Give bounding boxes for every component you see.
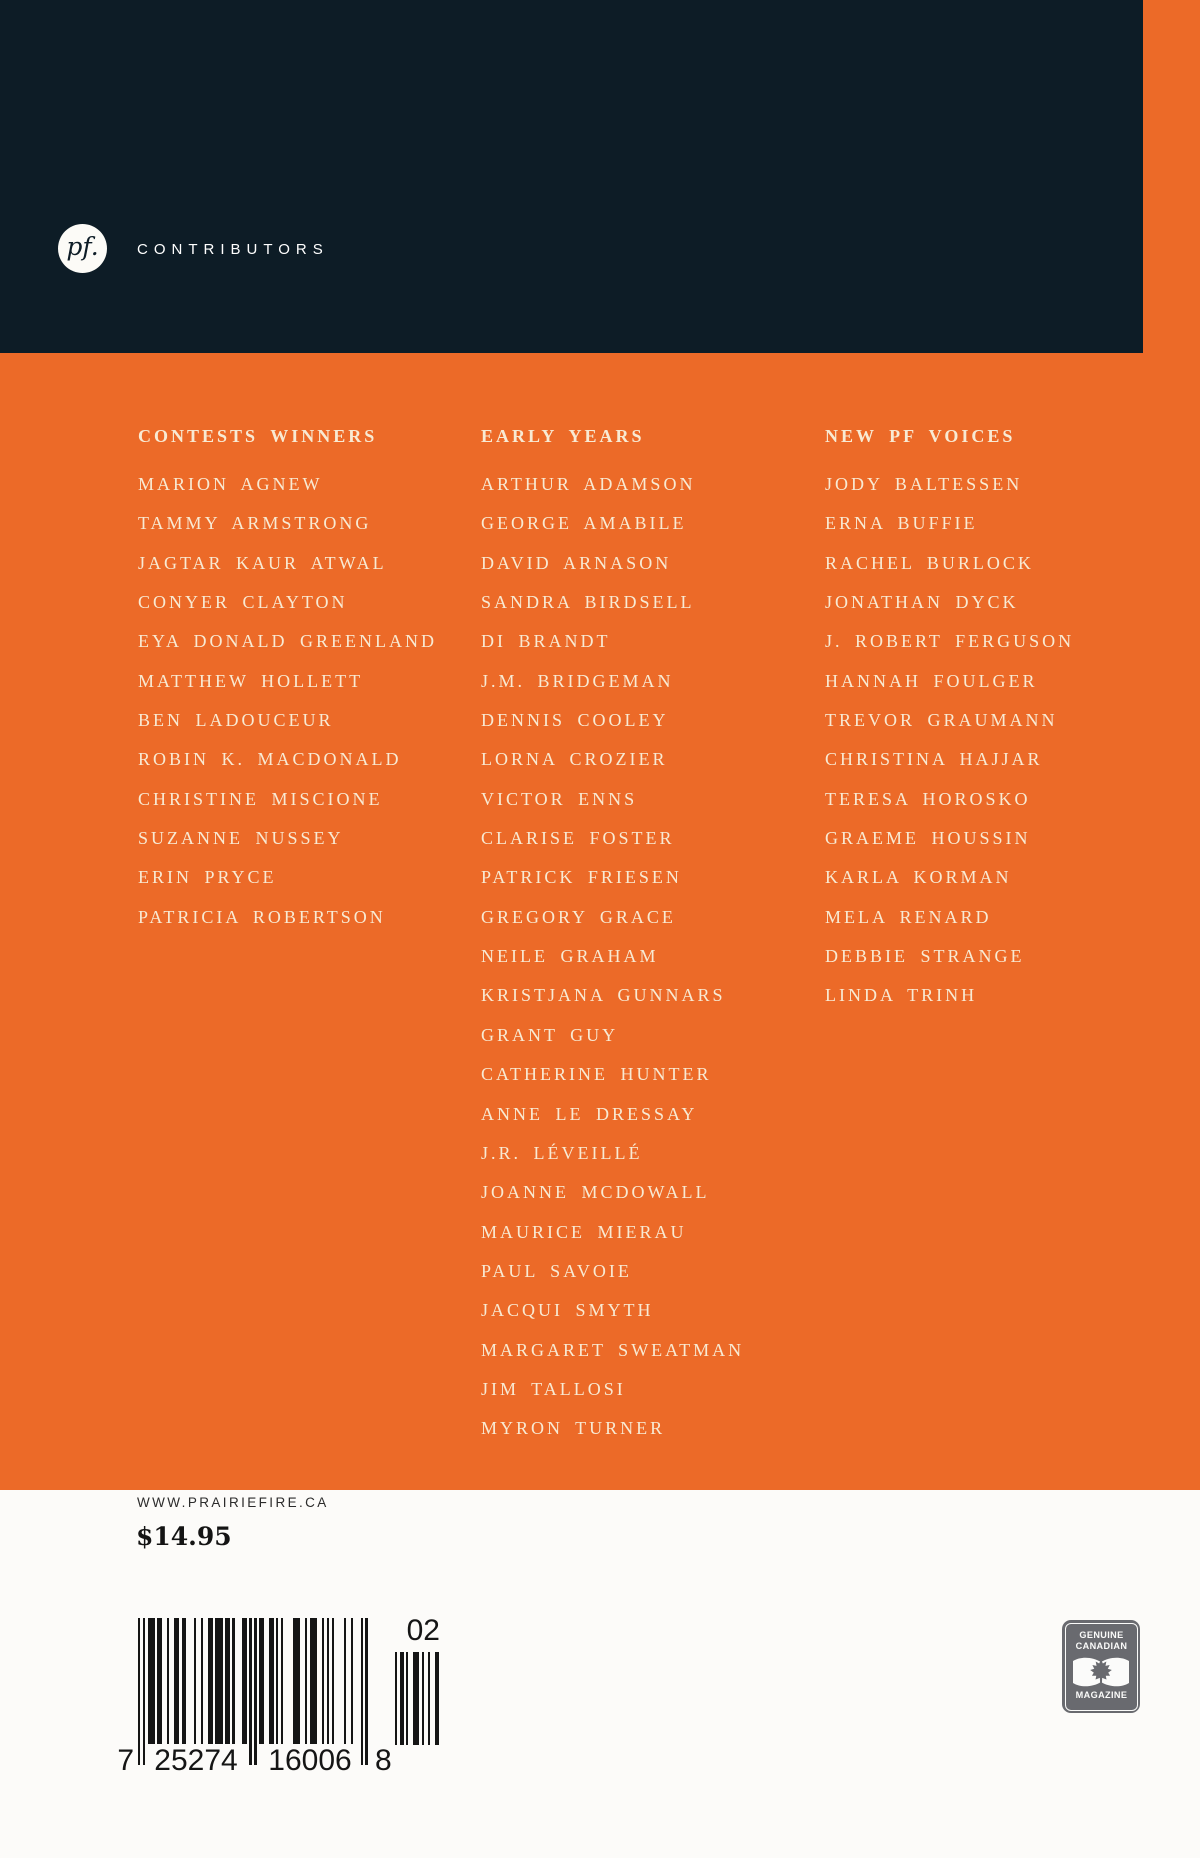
barcode-bar bbox=[276, 1618, 278, 1744]
contributor-name: CONYER CLAYTON bbox=[138, 592, 348, 613]
contributor-name: GEORGE AMABILE bbox=[481, 513, 687, 534]
contributor-name: JIM TALLOSI bbox=[481, 1378, 626, 1399]
contributor-name: ANNE LE DRESSAY bbox=[481, 1103, 698, 1124]
badge-text-genuine: GENUINE bbox=[1078, 1629, 1124, 1641]
column-name-list bbox=[138, 474, 437, 946]
column-contests-winners bbox=[138, 426, 437, 946]
column-name-list bbox=[825, 474, 1074, 1025]
website-url: WWW.PRAIRIEFIRE.CA bbox=[137, 1495, 329, 1510]
contributor-name: LINDA TRINH bbox=[825, 985, 978, 1006]
barcode-digit-left: 7 bbox=[117, 1744, 134, 1777]
contributor-name: GREGORY GRACE bbox=[481, 906, 676, 927]
barcode-bar bbox=[406, 1652, 408, 1745]
barcode-supplement bbox=[393, 1615, 440, 1750]
contributor-name: J.R. LÉVEILLÉ bbox=[481, 1142, 643, 1163]
column-new-pf-voices bbox=[825, 426, 1074, 1025]
contributor-name: GRANT GUY bbox=[481, 1024, 619, 1045]
badge-core bbox=[1065, 1623, 1138, 1711]
pf-logo bbox=[58, 224, 107, 273]
barcode-bar bbox=[428, 1652, 430, 1745]
genuine-canadian-magazine-badge bbox=[1062, 1620, 1140, 1713]
contributor-name: TAMMY ARMSTRONG bbox=[138, 513, 372, 534]
barcode-digit-group2: 16006 bbox=[268, 1744, 352, 1777]
barcode-bar bbox=[208, 1618, 213, 1744]
contributor-name: MARION AGNEW bbox=[138, 474, 323, 494]
contributor-name: DEBBIE STRANGE bbox=[825, 946, 1025, 967]
contributor-name: BEN LADOUCEUR bbox=[138, 710, 334, 731]
contributor-name: MATTHEW HOLLETT bbox=[138, 670, 364, 691]
barcode-bar bbox=[148, 1618, 155, 1744]
barcode-bar bbox=[138, 1618, 140, 1765]
column-name-list bbox=[481, 474, 744, 1458]
price-label: $14.95 bbox=[136, 1522, 232, 1551]
contributor-name: CATHERINE HUNTER bbox=[481, 1064, 712, 1085]
contributor-name: MARGARET SWEATMAN bbox=[481, 1339, 745, 1360]
contributor-name: ROBIN K. MACDONALD bbox=[138, 749, 402, 770]
contributor-name: PAUL SAVOIE bbox=[481, 1260, 632, 1281]
barcode-bar bbox=[215, 1618, 222, 1744]
contributor-name: DENNIS COOLEY bbox=[481, 710, 669, 731]
barcode-bar bbox=[344, 1618, 346, 1744]
barcode-bar bbox=[167, 1618, 169, 1744]
column-early-years bbox=[481, 426, 744, 1458]
contributor-name: GRAEME HOUSSIN bbox=[825, 828, 1031, 849]
barcode-bar bbox=[365, 1618, 367, 1765]
contributor-name: ARTHUR ADAMSON bbox=[481, 474, 696, 494]
contributor-name: J. ROBERT FERGUSON bbox=[825, 631, 1075, 652]
barcode-bar bbox=[194, 1618, 196, 1744]
contributor-name: JOANNE MCDOWALL bbox=[481, 1182, 710, 1203]
barcode-bar bbox=[249, 1618, 251, 1765]
barcode-bar bbox=[182, 1618, 187, 1744]
barcode-bar bbox=[143, 1618, 145, 1765]
contributor-name: KRISTJANA GUNNARS bbox=[481, 985, 726, 1006]
contributor-name: TERESA HOROSKO bbox=[825, 788, 1031, 809]
barcode-digit-right: 8 bbox=[375, 1744, 392, 1777]
pf-logo-text: pf. bbox=[66, 232, 99, 261]
contributor-name: CLARISE FOSTER bbox=[481, 828, 675, 849]
barcode-bar bbox=[400, 1652, 404, 1745]
contributor-name: JONATHAN DYCK bbox=[825, 592, 1019, 613]
contributor-name: SANDRA BIRDSELL bbox=[481, 592, 695, 613]
column-heading: NEW PF VOICES bbox=[825, 426, 1016, 446]
contributor-name: CHRISTINA HAJJAR bbox=[825, 749, 1043, 770]
contributor-name: EYA DONALD GREENLAND bbox=[138, 631, 437, 652]
contributor-name: RACHEL BURLOCK bbox=[825, 552, 1034, 573]
barcode-bar bbox=[351, 1618, 353, 1744]
contributor-name: CHRISTINE MISCIONE bbox=[138, 788, 383, 809]
barcode-bar bbox=[413, 1652, 420, 1745]
barcode-bar bbox=[293, 1618, 300, 1744]
barcode-bar bbox=[201, 1618, 203, 1744]
barcode-bar bbox=[259, 1618, 264, 1744]
contributor-name: TREVOR GRAUMANN bbox=[825, 710, 1058, 731]
contributor-name: PATRICIA ROBERTSON bbox=[138, 906, 386, 927]
contributors-heading: CONTRIBUTORS bbox=[137, 241, 329, 258]
barcode-bar bbox=[327, 1618, 329, 1744]
upc-barcode bbox=[117, 1618, 392, 1783]
badge-text-canadian: CANADIAN bbox=[1075, 1641, 1127, 1652]
column-heading: EARLY YEARS bbox=[481, 426, 645, 446]
contributor-name: PATRICK FRIESEN bbox=[481, 867, 682, 888]
contributor-name: ERNA BUFFIE bbox=[825, 513, 978, 534]
barcode-bar bbox=[281, 1618, 283, 1744]
contributor-name: J.M. BRIDGEMAN bbox=[481, 670, 674, 691]
contributor-name: SUZANNE NUSSEY bbox=[138, 828, 344, 849]
contributor-name: HANNAH FOULGER bbox=[825, 670, 1038, 691]
contributor-name: KARLA KORMAN bbox=[825, 867, 1012, 888]
barcode-supplement-bars bbox=[393, 1652, 440, 1745]
barcode-digit-group1: 25274 bbox=[154, 1744, 238, 1777]
barcode-bar bbox=[332, 1618, 334, 1744]
contributor-name: ERIN PRYCE bbox=[138, 867, 277, 888]
contributor-name: JODY BALTESSEN bbox=[825, 474, 1023, 494]
contributor-name: DAVID ARNASON bbox=[481, 552, 672, 573]
barcode-supplement-label: 02 bbox=[406, 1614, 440, 1647]
barcode-bar bbox=[305, 1618, 307, 1744]
contributor-name: MYRON TURNER bbox=[481, 1418, 666, 1439]
contributor-name: LORNA CROZIER bbox=[481, 749, 668, 770]
badge-text-magazine: MAGAZINE bbox=[1075, 1689, 1127, 1701]
contributor-name: MELA RENARD bbox=[825, 906, 992, 927]
contributor-name: DI BRANDT bbox=[481, 631, 611, 652]
barcode-bar bbox=[310, 1618, 317, 1744]
contributor-name: VICTOR ENNS bbox=[481, 788, 638, 809]
column-heading: CONTESTS WINNERS bbox=[138, 426, 378, 446]
contributor-name: MAURICE MIERAU bbox=[481, 1221, 687, 1242]
open-book-shape bbox=[1072, 1655, 1130, 1689]
barcode-bar bbox=[174, 1618, 179, 1744]
barcode-bar bbox=[395, 1652, 397, 1745]
barcode-bar bbox=[157, 1618, 162, 1744]
barcode-bar bbox=[269, 1618, 274, 1744]
barcode-bar bbox=[322, 1618, 324, 1744]
contributor-name: JAGTAR KAUR ATWAL bbox=[138, 552, 387, 573]
barcode-bar bbox=[225, 1618, 230, 1744]
contributor-name: NEILE GRAHAM bbox=[481, 946, 659, 967]
barcode-bar bbox=[254, 1618, 256, 1765]
barcode-bar bbox=[232, 1618, 234, 1744]
contributor-name: JACQUI SMYTH bbox=[481, 1300, 654, 1321]
barcode-bar bbox=[422, 1652, 424, 1745]
header-band bbox=[0, 0, 1143, 353]
barcode-bar bbox=[435, 1652, 439, 1745]
barcode-bar bbox=[242, 1618, 247, 1744]
barcode-bar bbox=[361, 1618, 363, 1765]
